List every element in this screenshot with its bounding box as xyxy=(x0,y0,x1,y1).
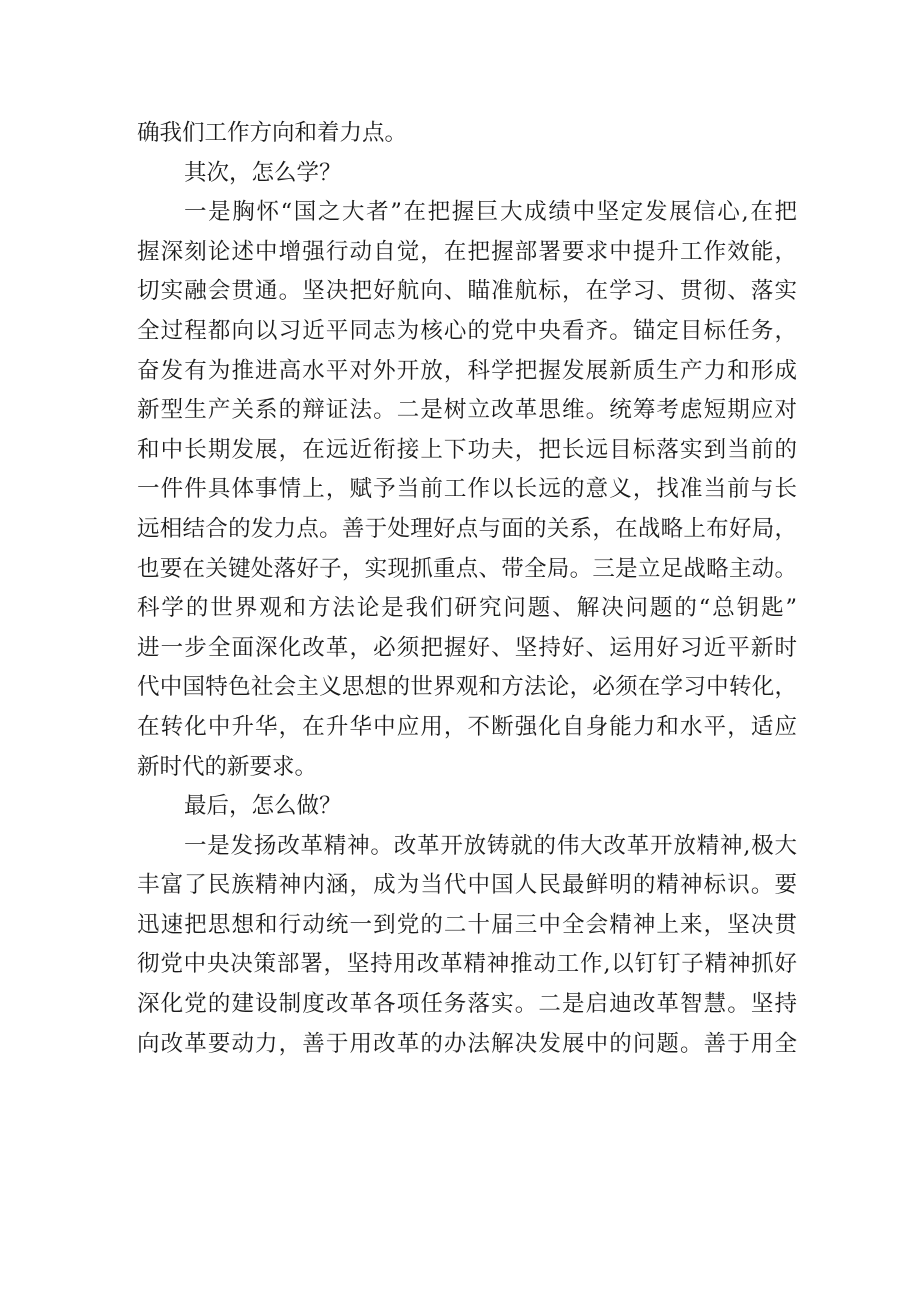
section-heading: 最后，怎么做？ xyxy=(184,793,342,820)
text-line: 确我们工作方向和着力点。 xyxy=(137,120,408,146)
text-line: 深化党的建设制度改革各项任务落实。二是启迪改革智慧。坚持 xyxy=(137,991,797,1018)
text-line: 在转化中升华，在升华中应用，不断强化自身能力和水平，适应 xyxy=(137,713,797,740)
text-line: 新型生产关系的辩证法。二是树立改革思维。统筹考虑短期应对 xyxy=(137,397,797,424)
text-line: 和中长期发展，在远近衔接上下功夫，把长远目标落实到当前的 xyxy=(137,436,797,463)
text-line: 全过程都向以习近平同志为核心的党中央看齐。锚定目标任务， xyxy=(137,317,797,344)
text-line: 远相结合的发力点。善于处理好点与面的关系，在战略上布好局， xyxy=(137,515,797,542)
section-heading: 其次，怎么学？ xyxy=(184,159,342,186)
text-line: 新时代的新要求。 xyxy=(137,753,318,780)
text-line: 也要在关键处落好子，实现抓重点、带全局。三是立足战略主动。 xyxy=(137,555,797,582)
text-line: 科学的世界观和方法论是我们研究问题、解决问题的“总钥匙” xyxy=(137,595,797,622)
text-line: 迅速把思想和行动统一到党的二十届三中全会精神上来，坚决贯 xyxy=(137,911,797,938)
text-line: 一是发扬改革精神。改革开放铸就的伟大改革开放精神,极大 xyxy=(184,832,797,859)
body-text xyxy=(137,114,797,1064)
text-line: 彻党中央决策部署，坚持用改革精神推动工作,以钉钉子精神抓好 xyxy=(137,951,797,978)
text-line: 向改革要动力，善于用改革的办法解决发展中的问题。善于用全 xyxy=(137,1030,797,1057)
text-line: 进一步全面深化改革，必须把握好、坚持好、运用好习近平新时 xyxy=(137,634,797,661)
text-line: 切实融会贯通。坚决把好航向、瞄准航标，在学习、贯彻、落实 xyxy=(137,278,797,305)
text-line: 一是胸怀“国之大者”在把握巨大成绩中坚定发展信心,在把 xyxy=(184,199,797,226)
text-line: 握深刻论述中增强行动自觉，在把握部署要求中提升工作效能， xyxy=(137,238,797,265)
text-line: 奋发有为推进高水平对外开放，科学把握发展新质生产力和形成 xyxy=(137,357,797,384)
text-line: 丰富了民族精神内涵，成为当代中国人民最鲜明的精神标识。要 xyxy=(137,872,797,899)
text-line: 一件件具体事情上，赋予当前工作以长远的意义，找准当前与长 xyxy=(137,476,797,503)
text-line: 代中国特色社会主义思想的世界观和方法论，必须在学习中转化， xyxy=(137,674,797,701)
